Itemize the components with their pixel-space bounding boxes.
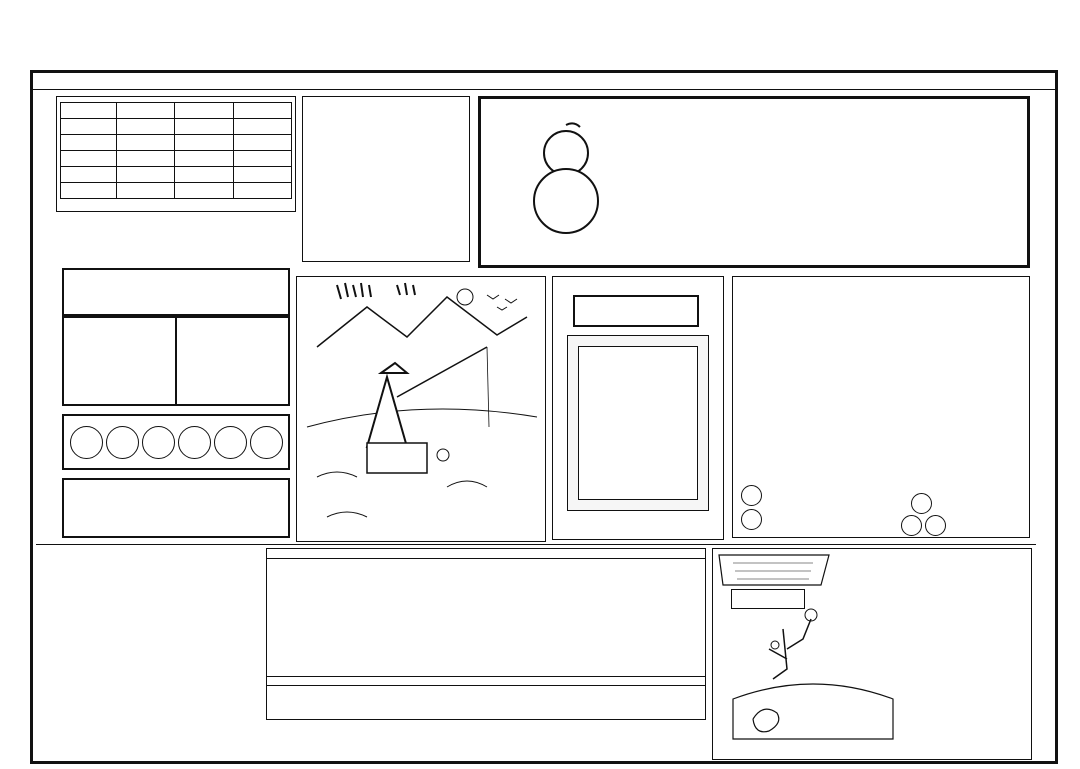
drawing-box [712, 548, 1032, 760]
table-cell [61, 119, 117, 135]
treasure-verse [578, 346, 698, 500]
table-cell [175, 135, 233, 151]
table-cell [117, 167, 175, 183]
table-cell [233, 119, 291, 135]
table-row [61, 183, 292, 199]
table-cell [61, 183, 117, 199]
table-cell [117, 183, 175, 199]
grid-counts [266, 686, 706, 722]
trend-dots [266, 558, 706, 676]
special-open-label [62, 268, 290, 316]
table-cell [233, 183, 291, 199]
mini-ball [741, 509, 762, 530]
fisherman-drawing [297, 277, 545, 541]
table-cell [117, 135, 175, 151]
small-number-label [64, 318, 175, 404]
section-divider [36, 544, 1036, 545]
ten-period-table-box [56, 96, 296, 212]
treasure-map-box [552, 276, 724, 540]
table-cell [117, 151, 175, 167]
table-header [233, 103, 291, 119]
table-cell [61, 151, 117, 167]
table-cell [233, 167, 291, 183]
mini-ball [911, 493, 932, 514]
stats-table [60, 102, 292, 199]
gourd-icon [529, 121, 603, 241]
number-ball [250, 426, 283, 459]
small-analysis-text [739, 307, 881, 483]
drawing-title [731, 589, 805, 609]
table-cell [233, 135, 291, 151]
table-header [175, 103, 233, 119]
scroll [567, 335, 709, 511]
table-row [61, 151, 292, 167]
grid-number-footer [266, 676, 706, 686]
brand-strip-right [1036, 92, 1056, 762]
analysis-box [732, 276, 1030, 538]
number-ball [142, 426, 175, 459]
number-ball [106, 426, 139, 459]
brand-strip-left [32, 92, 52, 762]
treasure-title [573, 295, 699, 327]
table-cell [61, 167, 117, 183]
gift-line [62, 478, 290, 538]
table-header-row [61, 103, 292, 119]
table-cell [61, 135, 117, 151]
mini-ball [925, 515, 946, 536]
table-cell [175, 151, 233, 167]
mini-ball [901, 515, 922, 536]
table-cell [233, 151, 291, 167]
size-odd-box [62, 316, 290, 406]
fishing-illustration [296, 276, 546, 542]
number-ball [178, 426, 211, 459]
number-ball [70, 426, 103, 459]
table-header [61, 103, 117, 119]
mini-ball [741, 485, 762, 506]
table-cell [117, 119, 175, 135]
odd-analysis-text [883, 307, 1029, 493]
table-cell [175, 183, 233, 199]
odd-number-label [175, 318, 288, 404]
table-row [61, 135, 292, 151]
table-row [61, 119, 292, 135]
table-cell [175, 119, 233, 135]
old-man-drawing [713, 549, 1031, 759]
prophet-box [302, 96, 470, 262]
table-header [117, 103, 175, 119]
special-numbers-box [62, 414, 290, 470]
brand-strip-top [30, 72, 1058, 90]
table-cell [175, 167, 233, 183]
number-ball [214, 426, 247, 459]
table-row [61, 167, 292, 183]
top-bar [0, 0, 1080, 66]
logo-box [478, 96, 1030, 268]
